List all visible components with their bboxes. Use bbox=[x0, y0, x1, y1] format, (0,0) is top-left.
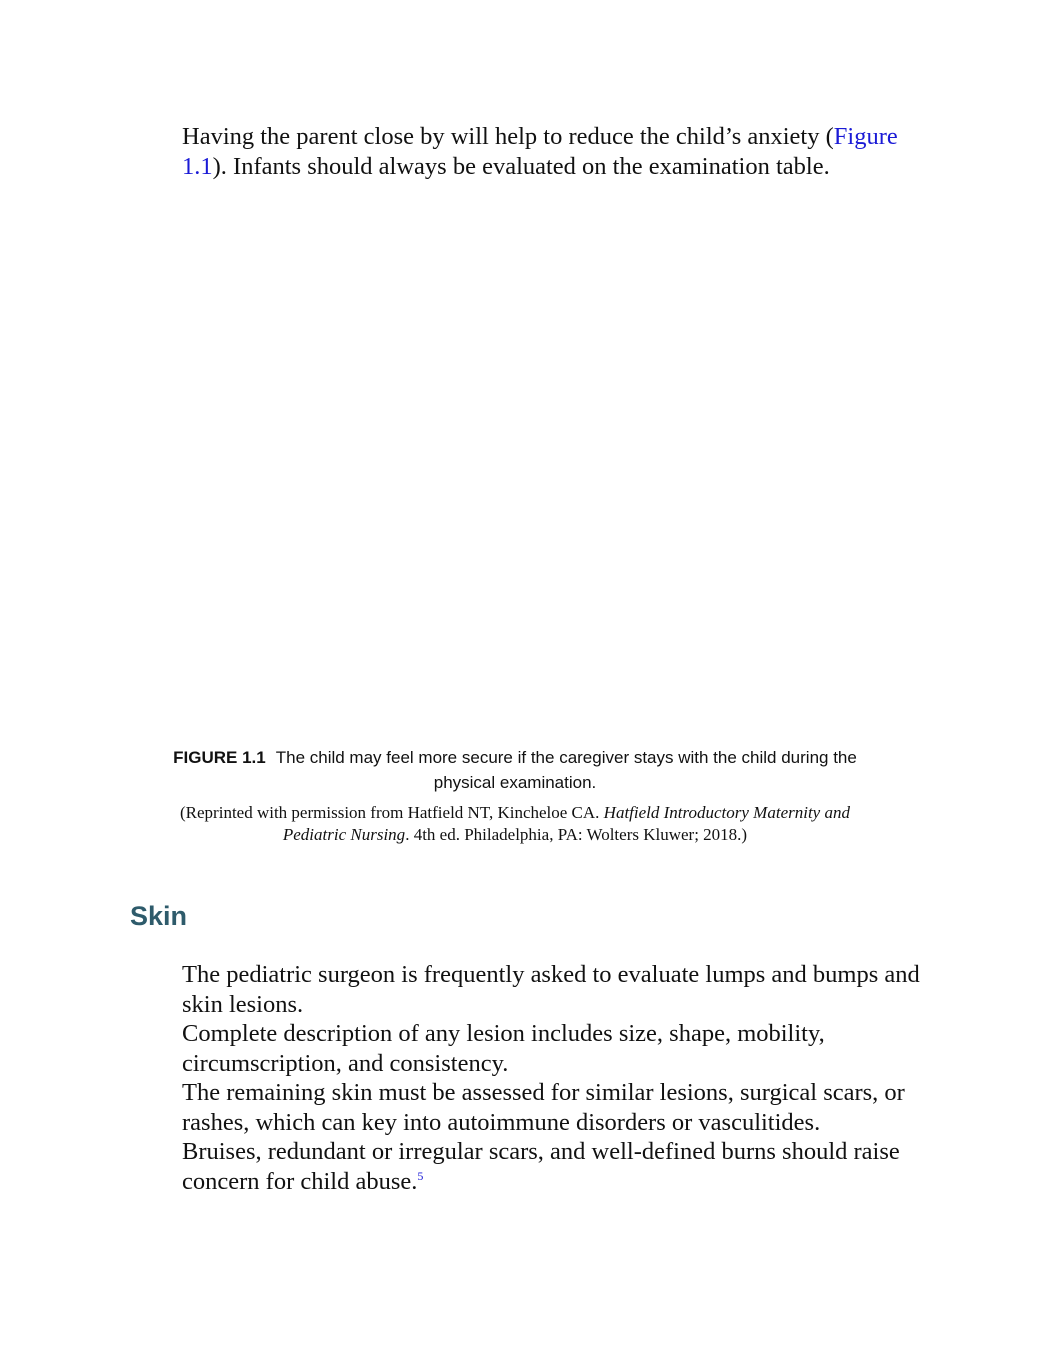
figure-caption-text: The child may feel more secure if the caregiver stays with the child during the physical examination. bbox=[275, 748, 857, 792]
intro-text-end: ). Infants should always be evaluated on the examination table. bbox=[212, 152, 830, 180]
figure-reference-link[interactable]: Figure 1.1 bbox=[182, 123, 898, 180]
figure-image-area bbox=[182, 225, 862, 730]
intro-text-start: Having the parent close by will help to reduce the child’s anxiety ( bbox=[182, 123, 834, 150]
figure-caption bbox=[160, 745, 870, 795]
figure-credit-start: (Reprinted with permission from Hatfield NT, Kincheloe CA. bbox=[180, 803, 604, 822]
figure-credit-book-title: Hatfield Introductory Maternity and Pediatric Nursing bbox=[282, 803, 850, 844]
figure-credit bbox=[160, 802, 870, 846]
figure-credit-end: . 4th ed. Philadelphia, PA: Wolters Kluwer; 2018.) bbox=[405, 825, 748, 844]
intro-paragraph bbox=[182, 122, 902, 181]
skin-paragraph: Complete description of any lesion includes size, shape, mobility, circumscription, and consistency. bbox=[182, 1020, 825, 1077]
skin-paragraph-last bbox=[182, 1137, 922, 1196]
reference-link[interactable]: 5 bbox=[417, 1168, 424, 1183]
skin-paragraph: The pediatric surgeon is frequently asked to evaluate lumps and bumps and skin lesions. bbox=[182, 961, 920, 1018]
skin-section-body bbox=[182, 960, 922, 1196]
skin-paragraph: The remaining skin must be assessed for similar lesions, surgical scars, or rashes, which can key into autoimmune disorders or vasculitides. bbox=[182, 1079, 905, 1136]
skin-last-text: Bruises, redundant or irregular scars, and well-defined burns should raise concern for child abuse. bbox=[182, 1138, 900, 1195]
section-heading-skin: Skin bbox=[130, 901, 188, 931]
figure-label: FIGURE 1.1 bbox=[173, 748, 266, 767]
